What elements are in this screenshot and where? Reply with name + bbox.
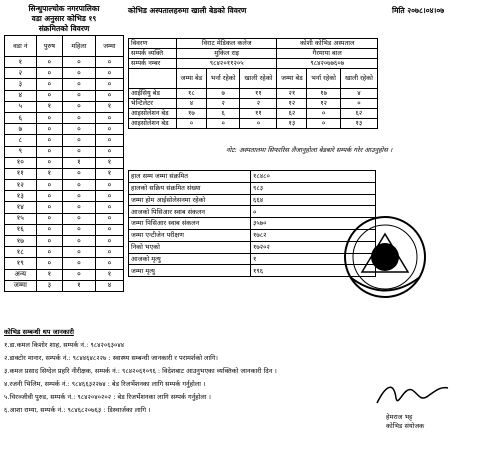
ward-row	[5, 180, 124, 191]
male-count: ०	[36, 146, 63, 157]
ward-panel	[4, 4, 124, 292]
bed-count: १३	[277, 119, 307, 129]
hospital-note: नोट: अस्पतालमा सिफारिस लैजानुहोला बेडबारे सम्पर्क गरेर आउनुहोस ।	[226, 146, 393, 154]
contact-line: २.डाक्टोर मानार, सम्पर्क नं.: ९८४४६४८२२७ : स्वास्थ्य सम्बन्धी जानकारी र परामर्शको लागि।	[4, 354, 218, 362]
ward-no: १३	[5, 191, 37, 202]
bed-count: ०	[340, 99, 377, 109]
signatory	[386, 413, 424, 431]
male-count: ०	[36, 90, 63, 101]
hosp-col-koshi: कोशी कोभिड अस्पताल	[277, 39, 378, 49]
bed-count: ११	[240, 89, 277, 99]
bed-row	[129, 109, 378, 119]
bed-count: २	[240, 99, 277, 109]
total-count: ०	[95, 57, 123, 68]
female-count: ०	[63, 90, 96, 101]
ward-row	[5, 280, 124, 291]
ward-row	[5, 236, 124, 247]
stat-label: आजको पिसिआर स्वाब संकलन	[129, 206, 251, 218]
ward-row	[5, 224, 124, 235]
male-count: ०	[36, 236, 63, 247]
bed-row	[129, 99, 378, 109]
total-count: ०	[95, 258, 123, 269]
stat-value: १	[251, 253, 376, 265]
bed-count: २१	[277, 89, 307, 99]
col-total: जम्मा	[95, 36, 123, 57]
total-count: ०	[95, 112, 123, 123]
male-count: ०	[36, 258, 63, 269]
ward-row	[5, 146, 124, 157]
contact-number-label: सम्पर्क नम्बर	[129, 59, 177, 69]
hospital-title: कोभिड अस्पतालहरुमा खाली बेडको विवरण	[128, 6, 247, 15]
ward-no: २	[5, 68, 37, 79]
stat-row	[129, 218, 376, 230]
ward-no: ९	[5, 146, 37, 157]
ward-no: ५	[5, 101, 37, 112]
ward-no: ११	[5, 168, 37, 179]
bed-count: १७	[307, 89, 340, 99]
bed-row-label: आईसियु बेड	[129, 89, 177, 99]
female-count: ०	[63, 146, 96, 157]
male-count: ०	[36, 68, 63, 79]
female-count: ०	[63, 258, 96, 269]
ward-row	[5, 90, 124, 101]
ward-no: १८	[5, 247, 37, 258]
bed-count: १८	[176, 89, 206, 99]
female-count: ०	[63, 180, 96, 191]
bed-count: २	[206, 99, 239, 109]
ward-row	[5, 191, 124, 202]
ward-row	[5, 57, 124, 68]
bed-row	[129, 89, 378, 99]
stat-row	[129, 194, 376, 206]
hosp-col-detail: विवरण	[129, 39, 177, 49]
ward-no: ६	[5, 112, 37, 123]
contact-line: १.डा.कमल किशोर शाह, सम्पर्क नं.: ९८४२०६३०४४	[4, 341, 125, 349]
male-count: ०	[36, 135, 63, 146]
bed-count: ०	[307, 109, 340, 119]
stat-row	[129, 206, 376, 218]
female-count: ०	[63, 213, 96, 224]
ward-no: ७	[5, 124, 37, 135]
male-count: ०	[36, 224, 63, 235]
ward-no: अन्य	[5, 269, 37, 280]
stat-row	[129, 241, 376, 253]
sub-header: भर्ना रहेको	[206, 69, 239, 89]
female-count: ०	[63, 101, 96, 112]
sub-header: खाली रहेको	[240, 69, 277, 89]
ward-no: १९	[5, 258, 37, 269]
stat-row	[129, 229, 376, 241]
ward-row	[5, 112, 124, 123]
sub-header: जम्मा बेड	[176, 69, 206, 89]
contact-line: ३.कमल प्रसाद सिग्देल प्रहरि नीरीक्षक, सम्पर्क नं.: ९८४२०६१०९६ : विदेशबाट आउनुभएका व्यक्तिको जानकारी दिन ।	[4, 367, 277, 375]
stats-table	[128, 170, 376, 277]
bed-count: ०	[176, 119, 206, 129]
col-male: पुरुष	[36, 36, 63, 57]
ward-table	[4, 35, 124, 292]
blank-cell	[129, 69, 177, 89]
male-count: ०	[36, 79, 63, 90]
ward-row	[5, 168, 124, 179]
stat-label: जम्मा एन्टीजेन परीक्षण	[129, 229, 251, 241]
contact-person-label: सम्पर्क व्यक्ति	[129, 49, 177, 59]
contact-person-koshi: गैरमाया बाल	[277, 49, 378, 59]
signature	[372, 378, 452, 408]
female-count: ०	[63, 247, 96, 258]
ward-no: जम्मा	[5, 280, 37, 291]
total-count: १	[95, 157, 123, 168]
bed-count: ६२	[277, 109, 307, 119]
contact-number-koshi: ९८४२०७७६०७	[277, 59, 378, 69]
col-female: महिला	[63, 36, 96, 57]
contact-line: ६.आशा राम्या, सम्पर्क नं.: ९८४६८२०७६३ : डिस्चार्जका लागि ।	[4, 406, 151, 414]
male-count: ०	[36, 202, 63, 213]
ward-no: ३	[5, 79, 37, 90]
male-count: ०	[36, 191, 63, 202]
bed-count: ०	[206, 119, 239, 129]
total-count: ०	[95, 90, 123, 101]
male-count: ०	[36, 213, 63, 224]
bed-count: ४	[176, 99, 206, 109]
total-count: ०	[95, 224, 123, 235]
male-count: ०	[36, 247, 63, 258]
bed-count: ६	[206, 109, 239, 119]
female-count: ०	[63, 191, 96, 202]
ward-row	[5, 157, 124, 168]
bed-count: १२	[277, 99, 307, 109]
total-count: ०	[95, 79, 123, 90]
total-count: १	[95, 101, 123, 112]
ward-row	[5, 68, 124, 79]
contact-number-birat: ९८४२०११२०५	[176, 59, 276, 69]
stat-value: ०	[251, 206, 376, 218]
signatory-role: कोभिड संयोजक	[386, 422, 425, 430]
ward-no: १	[5, 57, 37, 68]
ward-no: १४	[5, 202, 37, 213]
stat-label: आजको मृत्यु	[129, 253, 251, 265]
ward-row	[5, 269, 124, 280]
male-count: १	[36, 168, 63, 179]
bed-row-label: आइसोलेशन बेड	[129, 119, 177, 129]
total-count: ०	[95, 68, 123, 79]
female-count: ०	[63, 57, 96, 68]
stat-row	[129, 182, 376, 194]
female-count: ०	[63, 68, 96, 79]
bed-count: १२	[307, 99, 340, 109]
female-count: ०	[63, 269, 96, 280]
male-count: १	[36, 269, 63, 280]
ward-title-line: संक्रमितको विवरण	[38, 24, 90, 33]
ward-no: १०	[5, 157, 37, 168]
male-count: ०	[36, 157, 63, 168]
stat-value: ६६४	[251, 194, 376, 206]
ward-title-line: सिन्धुपाल्चोक नगरपालिका	[28, 4, 100, 13]
bed-count: ११	[240, 109, 277, 119]
bed-row-label: भेन्टिलेटर	[129, 99, 177, 109]
sub-header: जम्मा बेड	[277, 69, 307, 89]
ward-no: १६	[5, 224, 37, 235]
stat-label: जम्मा होम आईसोलेसनमा रहेको	[129, 194, 251, 206]
stat-label: निको भएको	[129, 241, 251, 253]
stat-row	[129, 265, 376, 277]
total-count: ०	[95, 213, 123, 224]
ward-no: १७	[5, 236, 37, 247]
stat-label: जम्मा पिसिआर स्वाब संकलन	[129, 218, 251, 230]
female-count: ०	[63, 202, 96, 213]
bed-count: ०	[307, 119, 340, 129]
stat-value: १७८२	[251, 229, 376, 241]
total-count: १	[95, 269, 123, 280]
female-count: ०	[63, 124, 96, 135]
col-ward: वडा नं	[5, 36, 37, 57]
ward-no: ८	[5, 135, 37, 146]
stat-value: १८४८०	[251, 171, 376, 183]
contact-line: ५.चिरञ्जीवी पुरुड, सम्पर्क नं.: ९८४२०४०२०२ : बेड रिजर्भेशनका लागि सम्पर्क गर्नुहोला ।	[4, 393, 211, 401]
stat-row	[129, 171, 376, 183]
bed-count: १७	[176, 109, 206, 119]
male-count: ३	[36, 280, 63, 291]
total-count: ०	[95, 124, 123, 135]
male-count: ०	[36, 124, 63, 135]
contacts-header: कोभिड सम्बन्धी थप जानकारी	[4, 328, 74, 336]
ward-no: ४	[5, 90, 37, 101]
bed-count: १३	[340, 119, 377, 129]
stat-label: हालको सक्रिय संक्रमित संख्या	[129, 182, 251, 194]
hospital-bed-table	[128, 38, 378, 129]
ward-row	[5, 135, 124, 146]
female-count: ०	[63, 236, 96, 247]
female-count: १	[63, 280, 96, 291]
female-count: ०	[63, 112, 96, 123]
total-count: ०	[95, 146, 123, 157]
sub-header: खाली रहेको	[340, 69, 377, 89]
stat-row	[129, 253, 376, 265]
contact-person-birat: मुकिल राइ	[176, 49, 276, 59]
bed-row-label: आइसोलेशन बेड	[129, 109, 177, 119]
male-count: ०	[36, 180, 63, 191]
ward-no: १५	[5, 213, 37, 224]
ward-row	[5, 101, 124, 112]
stat-value: १७२०२	[251, 241, 376, 253]
stat-value: १९६	[251, 265, 376, 277]
total-count: ०	[95, 202, 123, 213]
ward-row	[5, 124, 124, 135]
ward-row	[5, 202, 124, 213]
male-count: ०	[36, 57, 63, 68]
male-count: १	[36, 101, 63, 112]
ward-panel-title	[4, 4, 124, 34]
ward-no: १२	[5, 180, 37, 191]
ward-row	[5, 258, 124, 269]
female-count: ०	[63, 168, 96, 179]
total-count: ०	[95, 135, 123, 146]
total-count: ४	[95, 280, 123, 291]
ward-row	[5, 79, 124, 90]
female-count: ०	[63, 224, 96, 235]
ward-row	[5, 213, 124, 224]
ward-title-line: वडा अनुसार कोभिड १९	[31, 14, 97, 23]
bed-count: ६२	[340, 109, 377, 119]
female-count: ०	[63, 79, 96, 90]
stat-value: ९८३	[251, 182, 376, 194]
female-count: १	[63, 157, 96, 168]
stat-label: जम्मा मृत्यु	[129, 265, 251, 277]
total-count: ०	[95, 236, 123, 247]
municipality-seal	[340, 212, 430, 302]
hosp-col-birat: विराट मेडिकल कलेज	[176, 39, 276, 49]
stat-label: हाल सम्म जम्मा संक्रमित	[129, 171, 251, 183]
total-count: ०	[95, 180, 123, 191]
bed-count: ०	[240, 119, 277, 129]
ward-row	[5, 247, 124, 258]
bed-count: ७	[206, 89, 239, 99]
report-date: मिति २०७८।०४।०७	[392, 6, 445, 15]
total-count: ०	[95, 247, 123, 258]
bed-count: ४	[340, 89, 377, 99]
sub-header: भर्ना रहेको	[307, 69, 340, 89]
male-count: ०	[36, 112, 63, 123]
signatory-name: हेमराज भट्ट	[386, 413, 413, 421]
total-count: १	[95, 168, 123, 179]
bed-row	[129, 119, 378, 129]
stat-value: ३५७०	[251, 218, 376, 230]
contact-line: ४.रजनी भिलिम, सम्पर्क नं.: ९८४६६३२२७४ : बेड रिजर्भेशनका लागि सम्पर्क गर्नुहोला ।	[4, 380, 206, 388]
female-count: ०	[63, 135, 96, 146]
total-count: ०	[95, 191, 123, 202]
